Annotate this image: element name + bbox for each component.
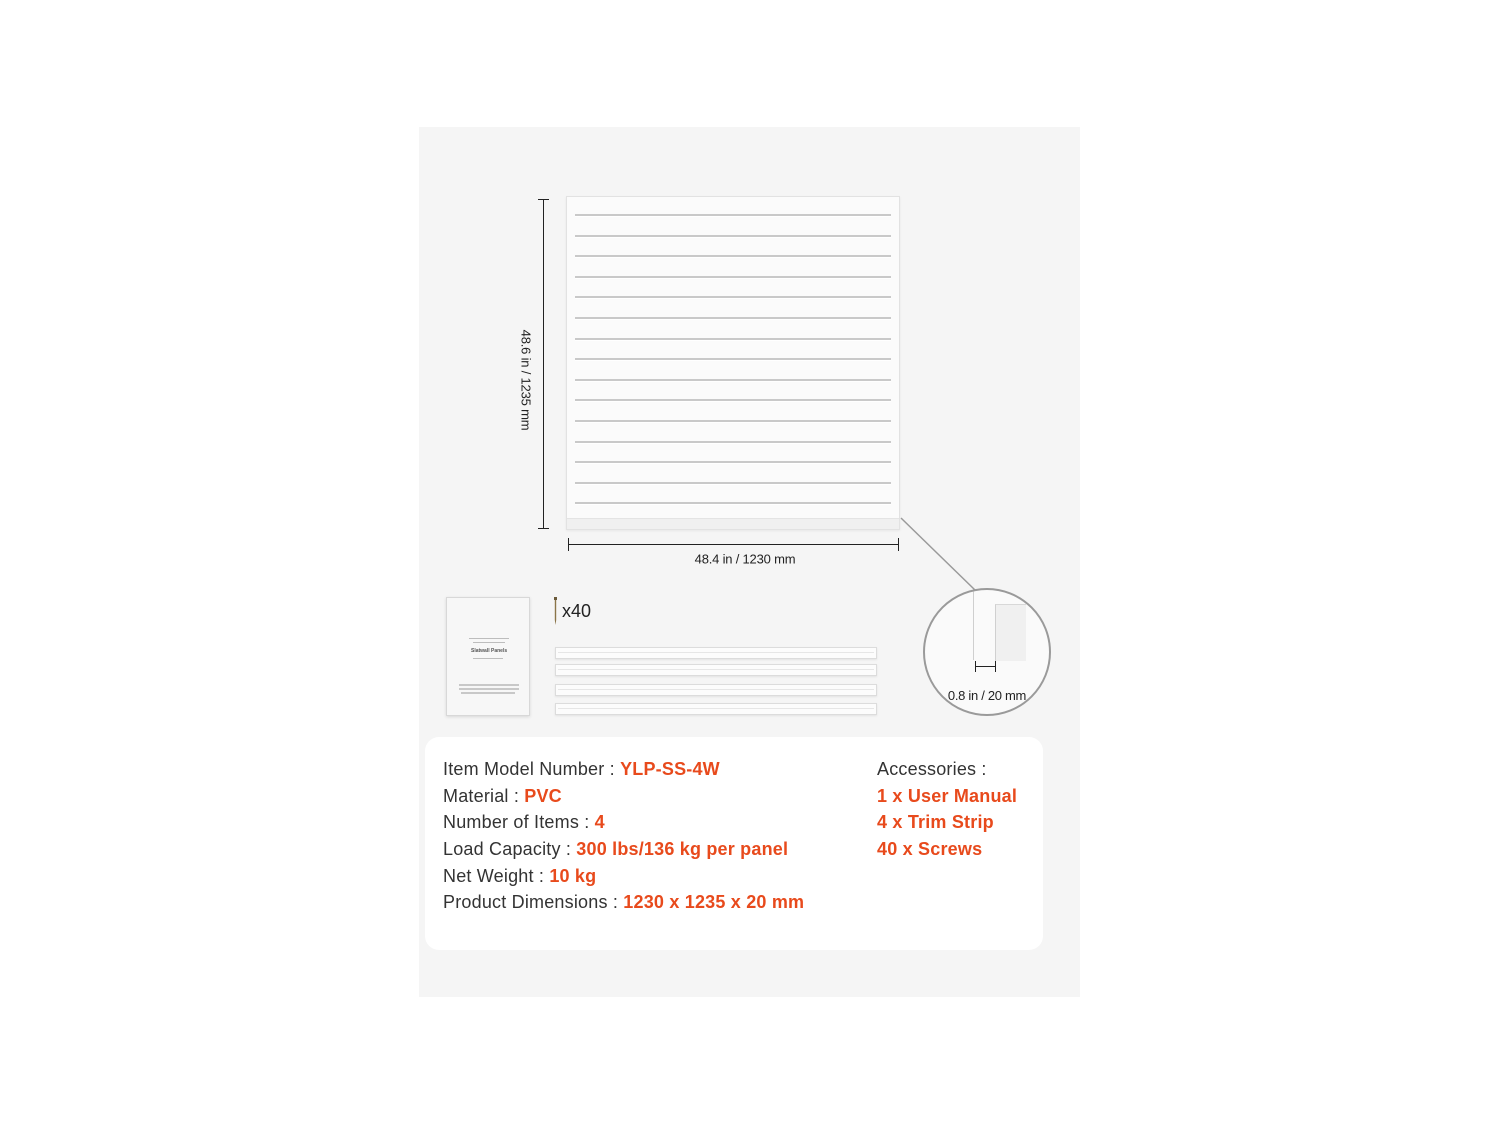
- thickness-dimension-line: [975, 666, 995, 667]
- manual-text-line: [473, 642, 505, 643]
- accessory-item: 1 x User Manual: [877, 786, 1018, 806]
- zoom-panel-edge: [973, 590, 974, 660]
- spec-label: Net Weight :: [443, 866, 550, 886]
- screw-icon: [553, 597, 558, 625]
- trim-strip: [555, 684, 877, 696]
- trim-strip: [555, 664, 877, 676]
- spec-product-dimensions: [443, 892, 804, 913]
- spec-value: PVC: [524, 786, 562, 806]
- width-dimension-label: 48.4 in / 1230 mm: [694, 551, 796, 567]
- height-dimension-label: 48.6 in / 1235 mm: [518, 329, 534, 431]
- user-manual-image: [446, 597, 530, 716]
- thickness-dimension-label: 0.8 in / 20 mm: [947, 688, 1027, 703]
- spec-label: Number of Items :: [443, 812, 595, 832]
- thickness-dimension-tick-right: [995, 661, 996, 672]
- spec-material: [443, 786, 562, 807]
- accessories-title: Accessories :: [877, 759, 987, 779]
- manual-title: Slatwall Panels: [471, 648, 508, 654]
- spec-value: 300 lbs/136 kg per panel: [576, 839, 789, 859]
- zoom-panel-profile: [995, 604, 1026, 661]
- manual-text-line: [469, 638, 509, 639]
- thickness-detail-zoom: [923, 588, 1051, 716]
- manual-text-line: [461, 692, 515, 694]
- accessory-item: 4 x Trim Strip: [877, 812, 994, 832]
- spec-load-capacity: [443, 839, 788, 860]
- manual-text-line: [473, 658, 503, 659]
- spec-model-number: [443, 759, 720, 780]
- spec-label: Product Dimensions :: [443, 892, 624, 912]
- spec-value: 1230 x 1235 x 20 mm: [623, 892, 805, 912]
- spec-net-weight: [443, 866, 596, 887]
- spec-label: Load Capacity :: [443, 839, 577, 859]
- spec-label: Material :: [443, 786, 525, 806]
- accessory-item: 40 x Screws: [877, 839, 983, 859]
- spec-label: Item Model Number :: [443, 759, 621, 779]
- spec-number-of-items: [443, 812, 605, 833]
- spec-value: 4: [594, 812, 605, 832]
- manual-text-line: [459, 684, 519, 686]
- manual-text-line: [459, 688, 519, 690]
- spec-value: 10 kg: [549, 866, 597, 886]
- screw-count-label: x40: [562, 601, 592, 621]
- thickness-dimension-tick-left: [975, 661, 976, 672]
- trim-strip: [555, 647, 877, 659]
- trim-strip: [555, 703, 877, 715]
- spec-value: YLP-SS-4W: [620, 759, 720, 779]
